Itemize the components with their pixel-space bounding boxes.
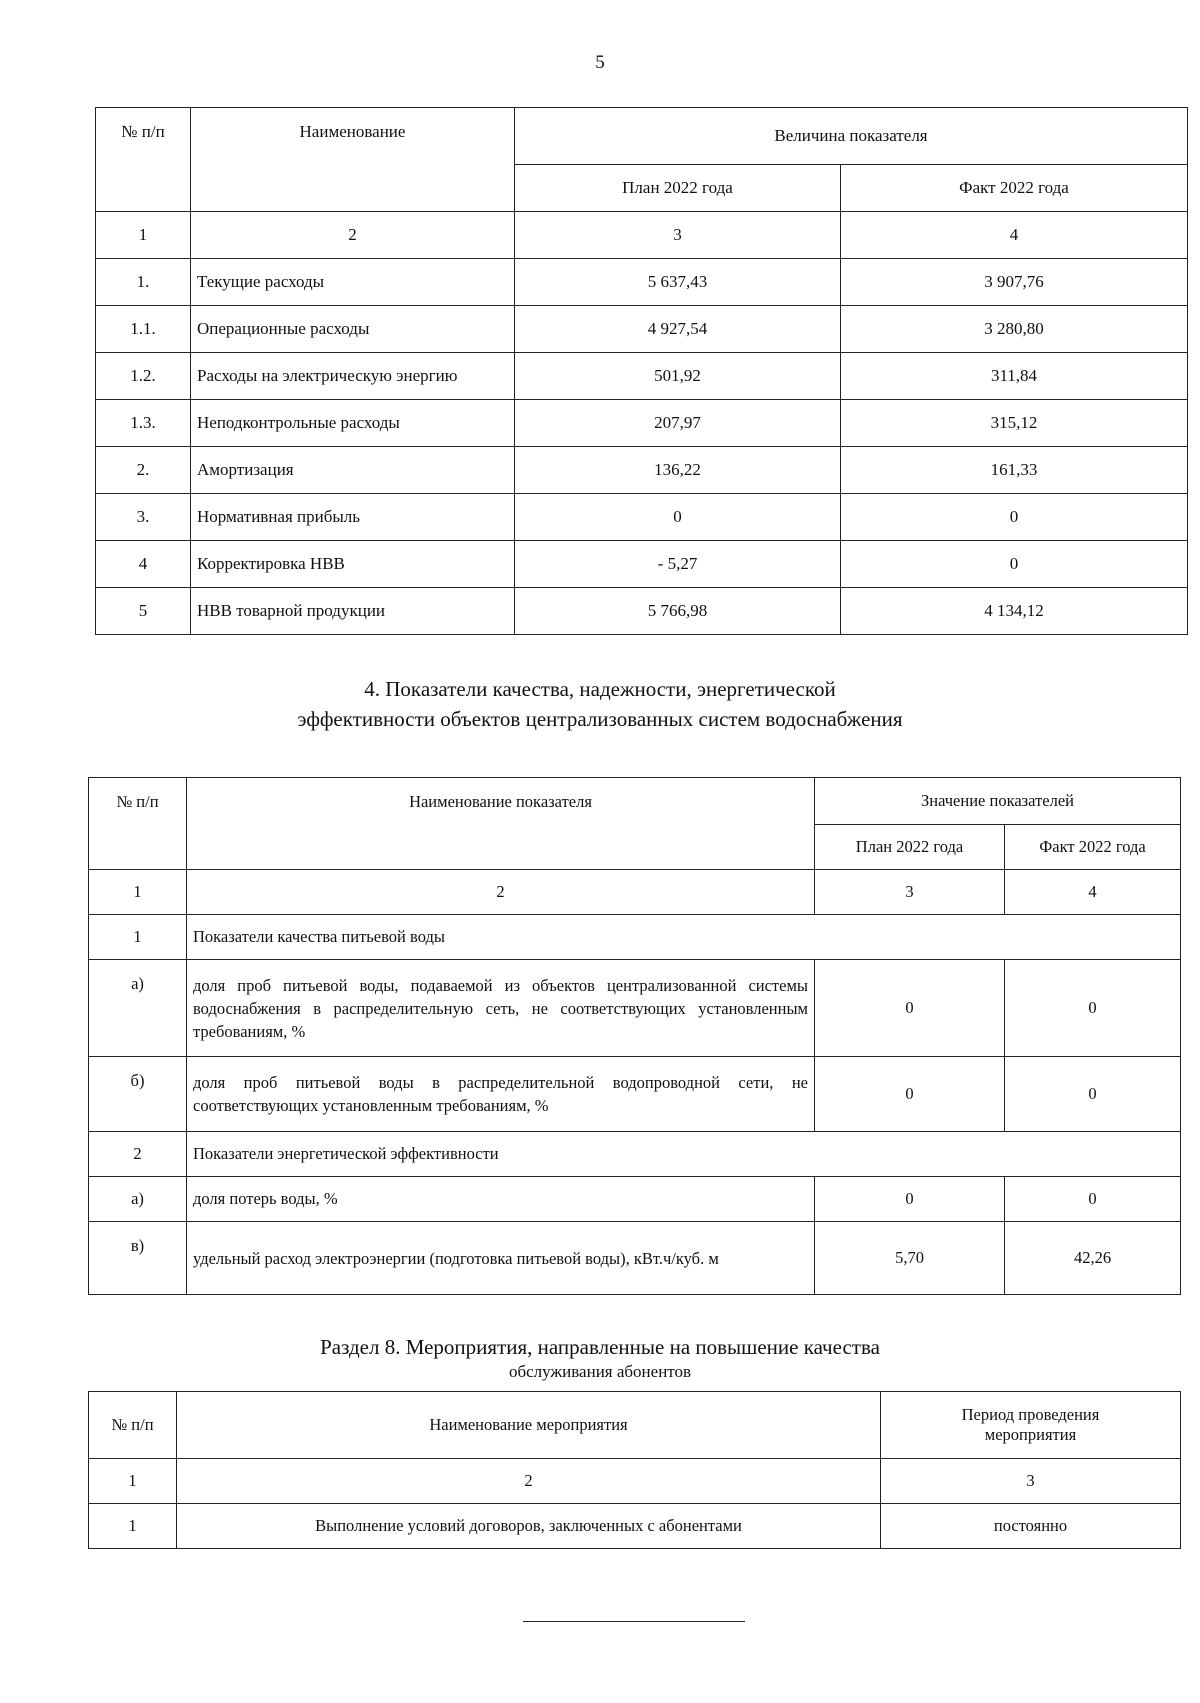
row-fact: 311,84 bbox=[841, 353, 1188, 400]
header-num: № п/п bbox=[96, 108, 191, 212]
row-fact: 3 280,80 bbox=[841, 306, 1188, 353]
row-name: Текущие расходы bbox=[191, 259, 515, 306]
row-plan: 0 bbox=[815, 1057, 1005, 1132]
row-num: 1.3. bbox=[96, 400, 191, 447]
table-row bbox=[96, 588, 1188, 635]
row-plan: 5 766,98 bbox=[515, 588, 841, 635]
col-num: 2 bbox=[177, 1459, 881, 1504]
col-num: 4 bbox=[841, 212, 1188, 259]
page-number: 5 bbox=[595, 52, 605, 73]
table-row bbox=[96, 400, 1188, 447]
header-name: Наименование bbox=[191, 108, 515, 212]
header-fact: Факт 2022 года bbox=[1005, 825, 1181, 870]
cost-table bbox=[95, 107, 1188, 635]
row-fact: 0 bbox=[841, 541, 1188, 588]
row-num: 4 bbox=[96, 541, 191, 588]
row-name: доля проб питьевой воды в распределительной водопроводной сети, не соответствующих установленным требованиям, % bbox=[187, 1057, 815, 1132]
row-plan: - 5,27 bbox=[515, 541, 841, 588]
table-row bbox=[96, 447, 1188, 494]
table-row bbox=[96, 259, 1188, 306]
row-num: 5 bbox=[96, 588, 191, 635]
row-name: удельный расход электроэнергии (подготовка питьевой воды), кВт.ч/куб. м bbox=[187, 1222, 815, 1295]
header-plan: План 2022 года bbox=[815, 825, 1005, 870]
header-name: Наименование мероприятия bbox=[177, 1392, 881, 1459]
row-plan: 501,92 bbox=[515, 353, 841, 400]
header-period: Период проведения мероприятия bbox=[881, 1392, 1181, 1459]
row-period: постоянно bbox=[881, 1504, 1181, 1549]
row-fact: 0 bbox=[1005, 960, 1181, 1057]
table-row bbox=[96, 541, 1188, 588]
col-num: 1 bbox=[89, 870, 187, 915]
row-plan: 4 927,54 bbox=[515, 306, 841, 353]
header-num: № п/п bbox=[89, 778, 187, 870]
row-plan: 5,70 bbox=[815, 1222, 1005, 1295]
row-num: 1.1. bbox=[96, 306, 191, 353]
row-fact: 3 907,76 bbox=[841, 259, 1188, 306]
row-plan: 0 bbox=[815, 1177, 1005, 1222]
row-name: Корректировка НВВ bbox=[191, 541, 515, 588]
header-value-group: Величина показателя bbox=[515, 108, 1188, 165]
row-plan: 5 637,43 bbox=[515, 259, 841, 306]
group-num: 2 bbox=[89, 1132, 187, 1177]
group-name: Показатели качества питьевой воды bbox=[187, 915, 1181, 960]
table-header-row bbox=[89, 1392, 1181, 1459]
table-row bbox=[96, 306, 1188, 353]
table-row bbox=[89, 1504, 1181, 1549]
column-number-row bbox=[89, 1459, 1181, 1504]
table-header-row bbox=[96, 108, 1188, 165]
row-name: Расходы на электрическую энергию bbox=[191, 353, 515, 400]
header-fact: Факт 2022 года bbox=[841, 165, 1188, 212]
row-name: Выполнение условий договоров, заключенных с абонентами bbox=[177, 1504, 881, 1549]
row-num: 1.2. bbox=[96, 353, 191, 400]
col-num: 4 bbox=[1005, 870, 1181, 915]
table-row bbox=[89, 1177, 1181, 1222]
column-number-row bbox=[89, 870, 1181, 915]
row-name: Неподконтрольные расходы bbox=[191, 400, 515, 447]
row-name: Операционные расходы bbox=[191, 306, 515, 353]
row-name: НВВ товарной продукции bbox=[191, 588, 515, 635]
row-fact: 0 bbox=[1005, 1057, 1181, 1132]
row-plan: 0 bbox=[815, 960, 1005, 1057]
row-num: 1 bbox=[89, 1504, 177, 1549]
col-num: 3 bbox=[515, 212, 841, 259]
col-num: 2 bbox=[187, 870, 815, 915]
footer-rule bbox=[523, 1621, 745, 1622]
group-row bbox=[89, 1132, 1181, 1177]
section4-title-line2: эффективности объектов централизованных систем водоснабжения bbox=[297, 707, 903, 731]
col-num: 3 bbox=[881, 1459, 1181, 1504]
row-num: в) bbox=[89, 1222, 187, 1295]
row-name: доля потерь воды, % bbox=[187, 1177, 815, 1222]
col-num: 2 bbox=[191, 212, 515, 259]
row-name: Нормативная прибыль bbox=[191, 494, 515, 541]
table-header-row bbox=[89, 778, 1181, 825]
row-fact: 0 bbox=[841, 494, 1188, 541]
header-num: № п/п bbox=[89, 1392, 177, 1459]
row-name: Амортизация bbox=[191, 447, 515, 494]
row-fact: 161,33 bbox=[841, 447, 1188, 494]
col-num: 1 bbox=[96, 212, 191, 259]
quality-indicators-table bbox=[88, 777, 1181, 1295]
row-plan: 207,97 bbox=[515, 400, 841, 447]
table-row bbox=[89, 1222, 1181, 1295]
section4-title-line1: 4. Показатели качества, надежности, энергетической bbox=[364, 677, 836, 701]
header-value-group: Значение показателей bbox=[815, 778, 1181, 825]
section8-title-line2: обслуживания абонентов bbox=[508, 1362, 692, 1381]
table-row bbox=[96, 353, 1188, 400]
row-fact: 315,12 bbox=[841, 400, 1188, 447]
table-row bbox=[89, 960, 1181, 1057]
group-name: Показатели энергетической эффективности bbox=[187, 1132, 1181, 1177]
row-num: 2. bbox=[96, 447, 191, 494]
section8-title-line1: Раздел 8. Мероприятия, направленные на повышение качества bbox=[320, 1335, 880, 1359]
header-name: Наименование показателя bbox=[187, 778, 815, 870]
row-fact: 0 bbox=[1005, 1177, 1181, 1222]
row-num: 1. bbox=[96, 259, 191, 306]
row-fact: 4 134,12 bbox=[841, 588, 1188, 635]
table-row bbox=[96, 494, 1188, 541]
row-num: а) bbox=[89, 1177, 187, 1222]
column-number-row bbox=[96, 212, 1188, 259]
row-num: 3. bbox=[96, 494, 191, 541]
group-num: 1 bbox=[89, 915, 187, 960]
table-row bbox=[89, 1057, 1181, 1132]
col-num: 1 bbox=[89, 1459, 177, 1504]
row-name: доля проб питьевой воды, подаваемой из объектов централизованной системы водоснабжения в распределительную сеть, не соответствующих установленным требованиям, % bbox=[187, 960, 815, 1057]
row-num: а) bbox=[89, 960, 187, 1057]
row-plan: 136,22 bbox=[515, 447, 841, 494]
row-plan: 0 bbox=[515, 494, 841, 541]
col-num: 3 bbox=[815, 870, 1005, 915]
row-num: б) bbox=[89, 1057, 187, 1132]
activities-table bbox=[88, 1391, 1181, 1549]
group-row bbox=[89, 915, 1181, 960]
header-plan: План 2022 года bbox=[515, 165, 841, 212]
row-fact: 42,26 bbox=[1005, 1222, 1181, 1295]
